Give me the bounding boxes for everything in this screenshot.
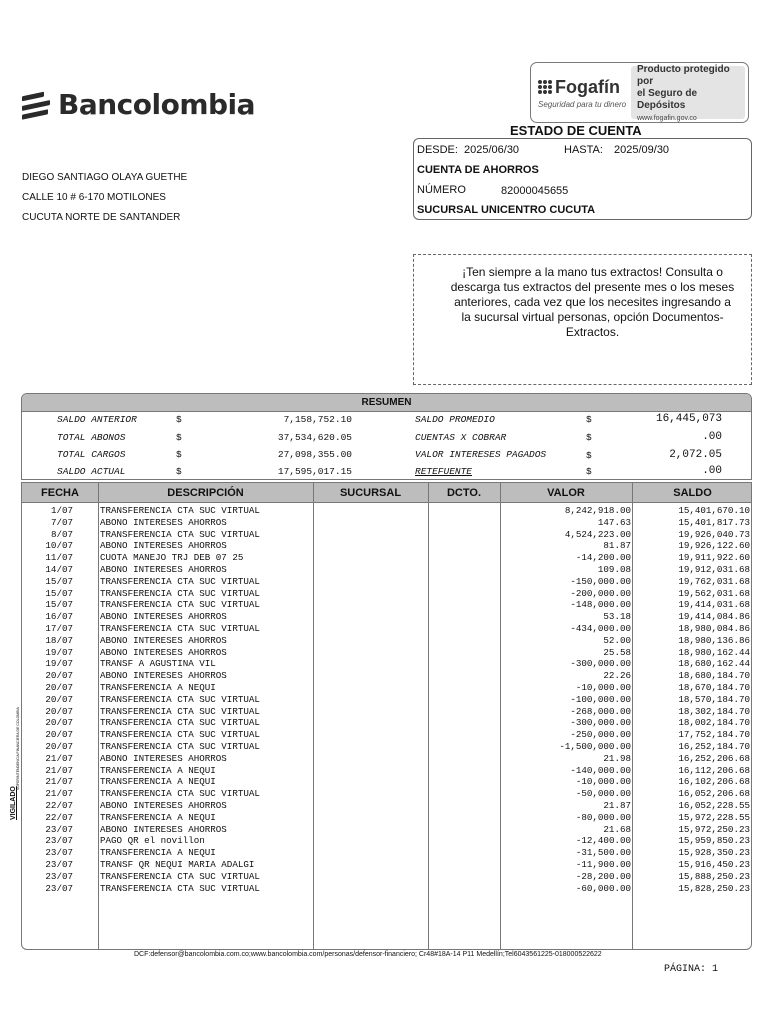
statement-title: ESTADO DE CUENTA [510, 123, 642, 138]
table-row [22, 529, 751, 541]
resumen-label: VALOR INTERESES PAGADOS [415, 449, 547, 460]
resumen-value: 37,534,620.05 [277, 432, 352, 443]
row-valor: -200,000.00 [570, 587, 631, 599]
row-descripcion: TRANSF QR NEQUI MARIA ADALGI [100, 858, 255, 870]
row-descripcion: TRANSFERENCIA CTA SUC VIRTUAL [100, 575, 260, 587]
row-valor: -10,000.00 [575, 681, 631, 693]
transactions-table [21, 482, 752, 950]
row-valor: -434,000.00 [570, 622, 631, 634]
row-saldo: 15,888,250.23 [678, 870, 750, 882]
currency-sign: $ [586, 466, 592, 477]
promo-message: ¡Ten siempre a la mano tus extractos! Consulta o descarga tus extractos del presente mes o los meses anteriores, cada vez que los necesites ingresando a la sucursal virtual personas, opción Documentos-Extractos. [413, 254, 752, 385]
row-valor: -31,500.00 [575, 847, 631, 859]
row-saldo: 19,414,031.68 [678, 599, 750, 611]
table-row [22, 812, 751, 824]
resumen-label: TOTAL CARGOS [57, 449, 126, 460]
row-fecha: 23/07 [45, 835, 73, 847]
currency-sign: $ [586, 432, 592, 443]
row-fecha: 21/07 [45, 788, 73, 800]
table-row [22, 576, 751, 588]
row-saldo: 16,052,228.55 [678, 799, 750, 811]
table-header [22, 483, 751, 503]
table-row [22, 682, 751, 694]
row-fecha: 10/07 [45, 540, 73, 552]
resumen-value: 16,445,073 [655, 413, 722, 425]
row-valor: 25.58 [603, 646, 631, 658]
bank-name: Bancolombia [58, 88, 256, 121]
table-row [22, 835, 751, 847]
resumen-section [21, 393, 752, 480]
table-row [22, 706, 751, 718]
row-valor: -140,000.00 [570, 764, 631, 776]
row-fecha: 18/07 [45, 634, 73, 646]
row-saldo: 15,828,250.23 [678, 882, 750, 894]
row-valor: -300,000.00 [570, 717, 631, 729]
resumen-value: 17,595,017.15 [277, 466, 352, 477]
row-fecha: 23/07 [45, 858, 73, 870]
row-descripcion: TRANSFERENCIA CTA SUC VIRTUAL [100, 622, 260, 634]
row-descripcion: TRANSFERENCIA CTA SUC VIRTUAL [100, 729, 260, 741]
row-descripcion: ABONO INTERESES AHORROS [100, 540, 227, 552]
row-valor: 8,242,918.00 [564, 505, 631, 516]
header-descripcion: DESCRIPCIÓN [167, 487, 244, 499]
header-valor: VALOR [547, 487, 585, 499]
row-descripcion: ABONO INTERESES AHORROS [100, 611, 227, 623]
table-row [22, 847, 751, 859]
row-descripcion: ABONO INTERESES AHORROS [100, 516, 227, 528]
hasta-value: 2025/09/30 [614, 144, 670, 156]
row-valor: -268,000.00 [570, 705, 631, 717]
row-saldo: 18,680,162.44 [678, 658, 750, 670]
currency-sign: $ [176, 414, 182, 425]
row-fecha: 19/07 [45, 658, 73, 670]
row-valor: -300,000.00 [570, 658, 631, 670]
fogafin-line1: Producto protegido por [637, 63, 730, 87]
currency-sign: $ [176, 466, 182, 477]
row-valor: 109.08 [597, 563, 631, 575]
row-fecha: 23/07 [45, 882, 73, 894]
table-row [22, 588, 751, 600]
row-saldo: 15,401,670.10 [678, 505, 750, 516]
fogafin-url: www.fogafin.gov.co [637, 114, 697, 122]
row-saldo: 18,980,136.86 [678, 634, 750, 646]
fogafin-brand: Fogafín [555, 76, 620, 97]
client-city: CUCUTA NORTE DE SANTANDER [22, 212, 181, 223]
row-descripcion: TRANSF A AGUSTINA VIL [100, 658, 216, 670]
table-row [22, 753, 751, 765]
resumen-label: SALDO PROMEDIO [415, 414, 495, 425]
table-row [22, 765, 751, 777]
row-saldo: 18,002,184.70 [678, 717, 750, 729]
row-valor: -148,000.00 [570, 599, 631, 611]
row-descripcion: TRANSFERENCIA CTA SUC VIRTUAL [100, 717, 260, 729]
resumen-title: RESUMEN [22, 394, 751, 412]
resumen-label: RETEFUENTE [415, 466, 473, 477]
row-valor: 147.63 [597, 516, 631, 528]
row-saldo: 19,762,031.68 [678, 575, 750, 587]
currency-sign: $ [176, 432, 182, 443]
row-valor: -80,000.00 [575, 811, 631, 823]
row-fecha: 20/07 [45, 740, 73, 752]
row-fecha: 21/07 [45, 764, 73, 776]
row-fecha: 21/07 [45, 752, 73, 764]
row-descripcion: TRANSFERENCIA A NEQUI [100, 776, 216, 788]
resumen-value: 2,072.05 [669, 449, 722, 461]
hasta-label: HASTA: [564, 144, 603, 156]
row-descripcion: ABONO INTERESES AHORROS [100, 563, 227, 575]
row-descripcion: TRANSFERENCIA CTA SUC VIRTUAL [100, 505, 260, 516]
row-descripcion: TRANSFERENCIA CTA SUC VIRTUAL [100, 740, 260, 752]
row-descripcion: TRANSFERENCIA A NEQUI [100, 811, 216, 823]
header-saldo: SALDO [673, 487, 712, 499]
table-row [22, 599, 751, 611]
row-fecha: 20/07 [45, 693, 73, 705]
row-saldo: 19,926,122.60 [678, 540, 750, 552]
row-saldo: 15,916,450.23 [678, 858, 750, 870]
row-descripcion: TRANSFERENCIA A NEQUI [100, 681, 216, 693]
row-fecha: 23/07 [45, 847, 73, 859]
row-fecha: 1/07 [50, 505, 73, 516]
row-saldo: 18,302,184.70 [678, 705, 750, 717]
row-fecha: 22/07 [45, 811, 73, 823]
table-row [22, 540, 751, 552]
row-valor: -11,900.00 [575, 858, 631, 870]
footer-contact: DCF:defensor@bancolombia.com.co;www.bancolombia.com/personas/defensor-financiero; Cr48#18A-14 P11 Medellín;Tel6043561225-018000522622 [134, 951, 602, 958]
row-valor: -14,200.00 [575, 552, 631, 564]
row-fecha: 7/07 [50, 516, 73, 528]
row-saldo: 19,562,031.68 [678, 587, 750, 599]
row-saldo: 19,911,922.60 [678, 552, 750, 564]
row-descripcion: ABONO INTERESES AHORROS [100, 799, 227, 811]
row-fecha: 20/07 [45, 729, 73, 741]
row-saldo: 16,252,184.70 [678, 740, 750, 752]
table-row [22, 883, 751, 895]
transactions-rows [22, 505, 751, 894]
table-row [22, 517, 751, 529]
row-saldo: 17,752,184.70 [678, 729, 750, 741]
row-saldo: 16,052,206.68 [678, 788, 750, 800]
fogafin-line2: el Seguro de Depósitos [637, 87, 698, 111]
row-saldo: 16,112,206.68 [678, 764, 750, 776]
header-dcto: DCTO. [446, 487, 482, 499]
row-fecha: 15/07 [45, 575, 73, 587]
row-valor: 52.00 [603, 634, 631, 646]
bancolombia-logo-icon [22, 91, 52, 119]
row-fecha: 19/07 [45, 646, 73, 658]
vigilado-entity: SUPERINTENDENCIA FINANCIERA DE COLOMBIA [16, 707, 20, 790]
row-valor: -150,000.00 [570, 575, 631, 587]
row-descripcion: ABONO INTERESES AHORROS [100, 752, 227, 764]
table-row [22, 611, 751, 623]
resumen-label: CUENTAS X COBRAR [415, 432, 507, 443]
row-valor: 21.98 [603, 752, 631, 764]
page-number: PÁGINA: 1 [664, 964, 719, 975]
row-saldo: 19,926,040.73 [678, 528, 750, 540]
row-fecha: 8/07 [50, 528, 73, 540]
row-valor: 22.26 [603, 670, 631, 682]
table-row [22, 670, 751, 682]
row-valor: 81.87 [603, 540, 631, 552]
row-saldo: 18,680,184.70 [678, 670, 750, 682]
row-descripcion: TRANSFERENCIA CTA SUC VIRTUAL [100, 693, 260, 705]
table-row [22, 871, 751, 883]
row-valor: -1,500,000.00 [559, 740, 631, 752]
resumen-value: .00 [702, 465, 722, 477]
row-fecha: 16/07 [45, 611, 73, 623]
row-saldo: 15,972,228.55 [678, 811, 750, 823]
row-saldo: 18,980,162.44 [678, 646, 750, 658]
row-descripcion: PAGO QR el novillon [100, 835, 205, 847]
row-valor: -50,000.00 [575, 788, 631, 800]
row-valor: -250,000.00 [570, 729, 631, 741]
row-descripcion: TRANSFERENCIA A NEQUI [100, 847, 216, 859]
row-fecha: 23/07 [45, 870, 73, 882]
table-row [22, 694, 751, 706]
row-saldo: 18,670,184.70 [678, 681, 750, 693]
table-row [22, 505, 751, 517]
row-saldo: 16,102,206.68 [678, 776, 750, 788]
row-descripcion: ABONO INTERESES AHORROS [100, 823, 227, 835]
account-type: CUENTA DE AHORROS [417, 164, 539, 176]
header-fecha: FECHA [41, 487, 79, 499]
table-row [22, 658, 751, 670]
row-fecha: 15/07 [45, 599, 73, 611]
resumen-label: SALDO ANTERIOR [57, 414, 137, 425]
account-number: 82000045655 [501, 185, 569, 197]
row-fecha: 20/07 [45, 717, 73, 729]
fogafin-tagline: Seguridad para tu dinero [538, 99, 627, 109]
table-row [22, 824, 751, 836]
row-descripcion: ABONO INTERESES AHORROS [100, 670, 227, 682]
row-fecha: 22/07 [45, 799, 73, 811]
row-saldo: 18,570,184.70 [678, 693, 750, 705]
row-fecha: 20/07 [45, 705, 73, 717]
table-row [22, 564, 751, 576]
resumen-value: .00 [702, 431, 722, 443]
row-saldo: 18,980,084.86 [678, 622, 750, 634]
client-address: CALLE 10 # 6-170 MOTILONES [22, 192, 166, 203]
table-row [22, 647, 751, 659]
table-row [22, 717, 751, 729]
table-row [22, 776, 751, 788]
row-saldo: 19,414,084.86 [678, 611, 750, 623]
table-row [22, 788, 751, 800]
row-fecha: 15/07 [45, 587, 73, 599]
row-valor: -60,000.00 [575, 882, 631, 894]
currency-sign: $ [586, 450, 592, 461]
fogafin-badge [530, 62, 749, 123]
row-fecha: 20/07 [45, 681, 73, 693]
bancolombia-logo [22, 88, 255, 121]
fogafin-dots-icon [538, 80, 552, 94]
desde-label: DESDE: [417, 144, 458, 156]
row-descripcion: TRANSFERENCIA CTA SUC VIRTUAL [100, 870, 260, 882]
row-valor: -28,200.00 [575, 870, 631, 882]
numero-label: NÚMERO [417, 184, 466, 196]
row-descripcion: TRANSFERENCIA CTA SUC VIRTUAL [100, 705, 260, 717]
statement-info-box [413, 138, 752, 220]
row-saldo: 15,928,350.23 [678, 847, 750, 859]
table-row [22, 623, 751, 635]
currency-sign: $ [586, 414, 592, 425]
row-descripcion: ABONO INTERESES AHORROS [100, 634, 227, 646]
currency-sign: $ [176, 449, 182, 460]
row-descripcion: TRANSFERENCIA A NEQUI [100, 764, 216, 776]
row-valor: -100,000.00 [570, 693, 631, 705]
table-row [22, 800, 751, 812]
row-saldo: 15,959,850.23 [678, 835, 750, 847]
row-descripcion: TRANSFERENCIA CTA SUC VIRTUAL [100, 528, 260, 540]
row-valor: 53.18 [603, 611, 631, 623]
row-fecha: 20/07 [45, 670, 73, 682]
row-descripcion: TRANSFERENCIA CTA SUC VIRTUAL [100, 882, 260, 894]
resumen-value: 7,158,752.10 [283, 414, 352, 425]
row-saldo: 15,972,250.23 [678, 823, 750, 835]
table-row [22, 635, 751, 647]
table-row [22, 859, 751, 871]
resumen-label: SALDO ACTUAL [57, 466, 126, 477]
row-valor: 21.87 [603, 799, 631, 811]
branch-name: SUCURSAL UNICENTRO CUCUTA [417, 204, 596, 216]
row-fecha: 23/07 [45, 823, 73, 835]
row-saldo: 16,252,206.68 [678, 752, 750, 764]
row-valor: -12,400.00 [575, 835, 631, 847]
table-row [22, 729, 751, 741]
row-fecha: 21/07 [45, 776, 73, 788]
table-row [22, 552, 751, 564]
row-valor: 4,524,223.00 [564, 528, 631, 540]
row-valor: -10,000.00 [575, 776, 631, 788]
vigilado-mark [4, 690, 20, 830]
client-name: DIEGO SANTIAGO OLAYA GUETHE [22, 172, 188, 183]
header-sucursal: SUCURSAL [339, 487, 402, 499]
row-descripcion: TRANSFERENCIA CTA SUC VIRTUAL [100, 599, 260, 611]
row-valor: 21.68 [603, 823, 631, 835]
row-fecha: 11/07 [45, 552, 73, 564]
row-saldo: 19,912,031.68 [678, 563, 750, 575]
table-row [22, 741, 751, 753]
row-descripcion: CUOTA MANEJO TRJ DEB 07 25 [100, 552, 244, 564]
row-saldo: 15,401,817.73 [678, 516, 750, 528]
resumen-value: 27,098,355.00 [277, 449, 352, 460]
desde-value: 2025/06/30 [464, 144, 520, 156]
row-descripcion: TRANSFERENCIA CTA SUC VIRTUAL [100, 788, 260, 800]
vigilado-label: VIGILADO [10, 786, 17, 820]
row-descripcion: TRANSFERENCIA CTA SUC VIRTUAL [100, 587, 260, 599]
row-descripcion: ABONO INTERESES AHORROS [100, 646, 227, 658]
resumen-label: TOTAL ABONOS [57, 432, 126, 443]
row-fecha: 17/07 [45, 622, 73, 634]
row-fecha: 14/07 [45, 563, 73, 575]
